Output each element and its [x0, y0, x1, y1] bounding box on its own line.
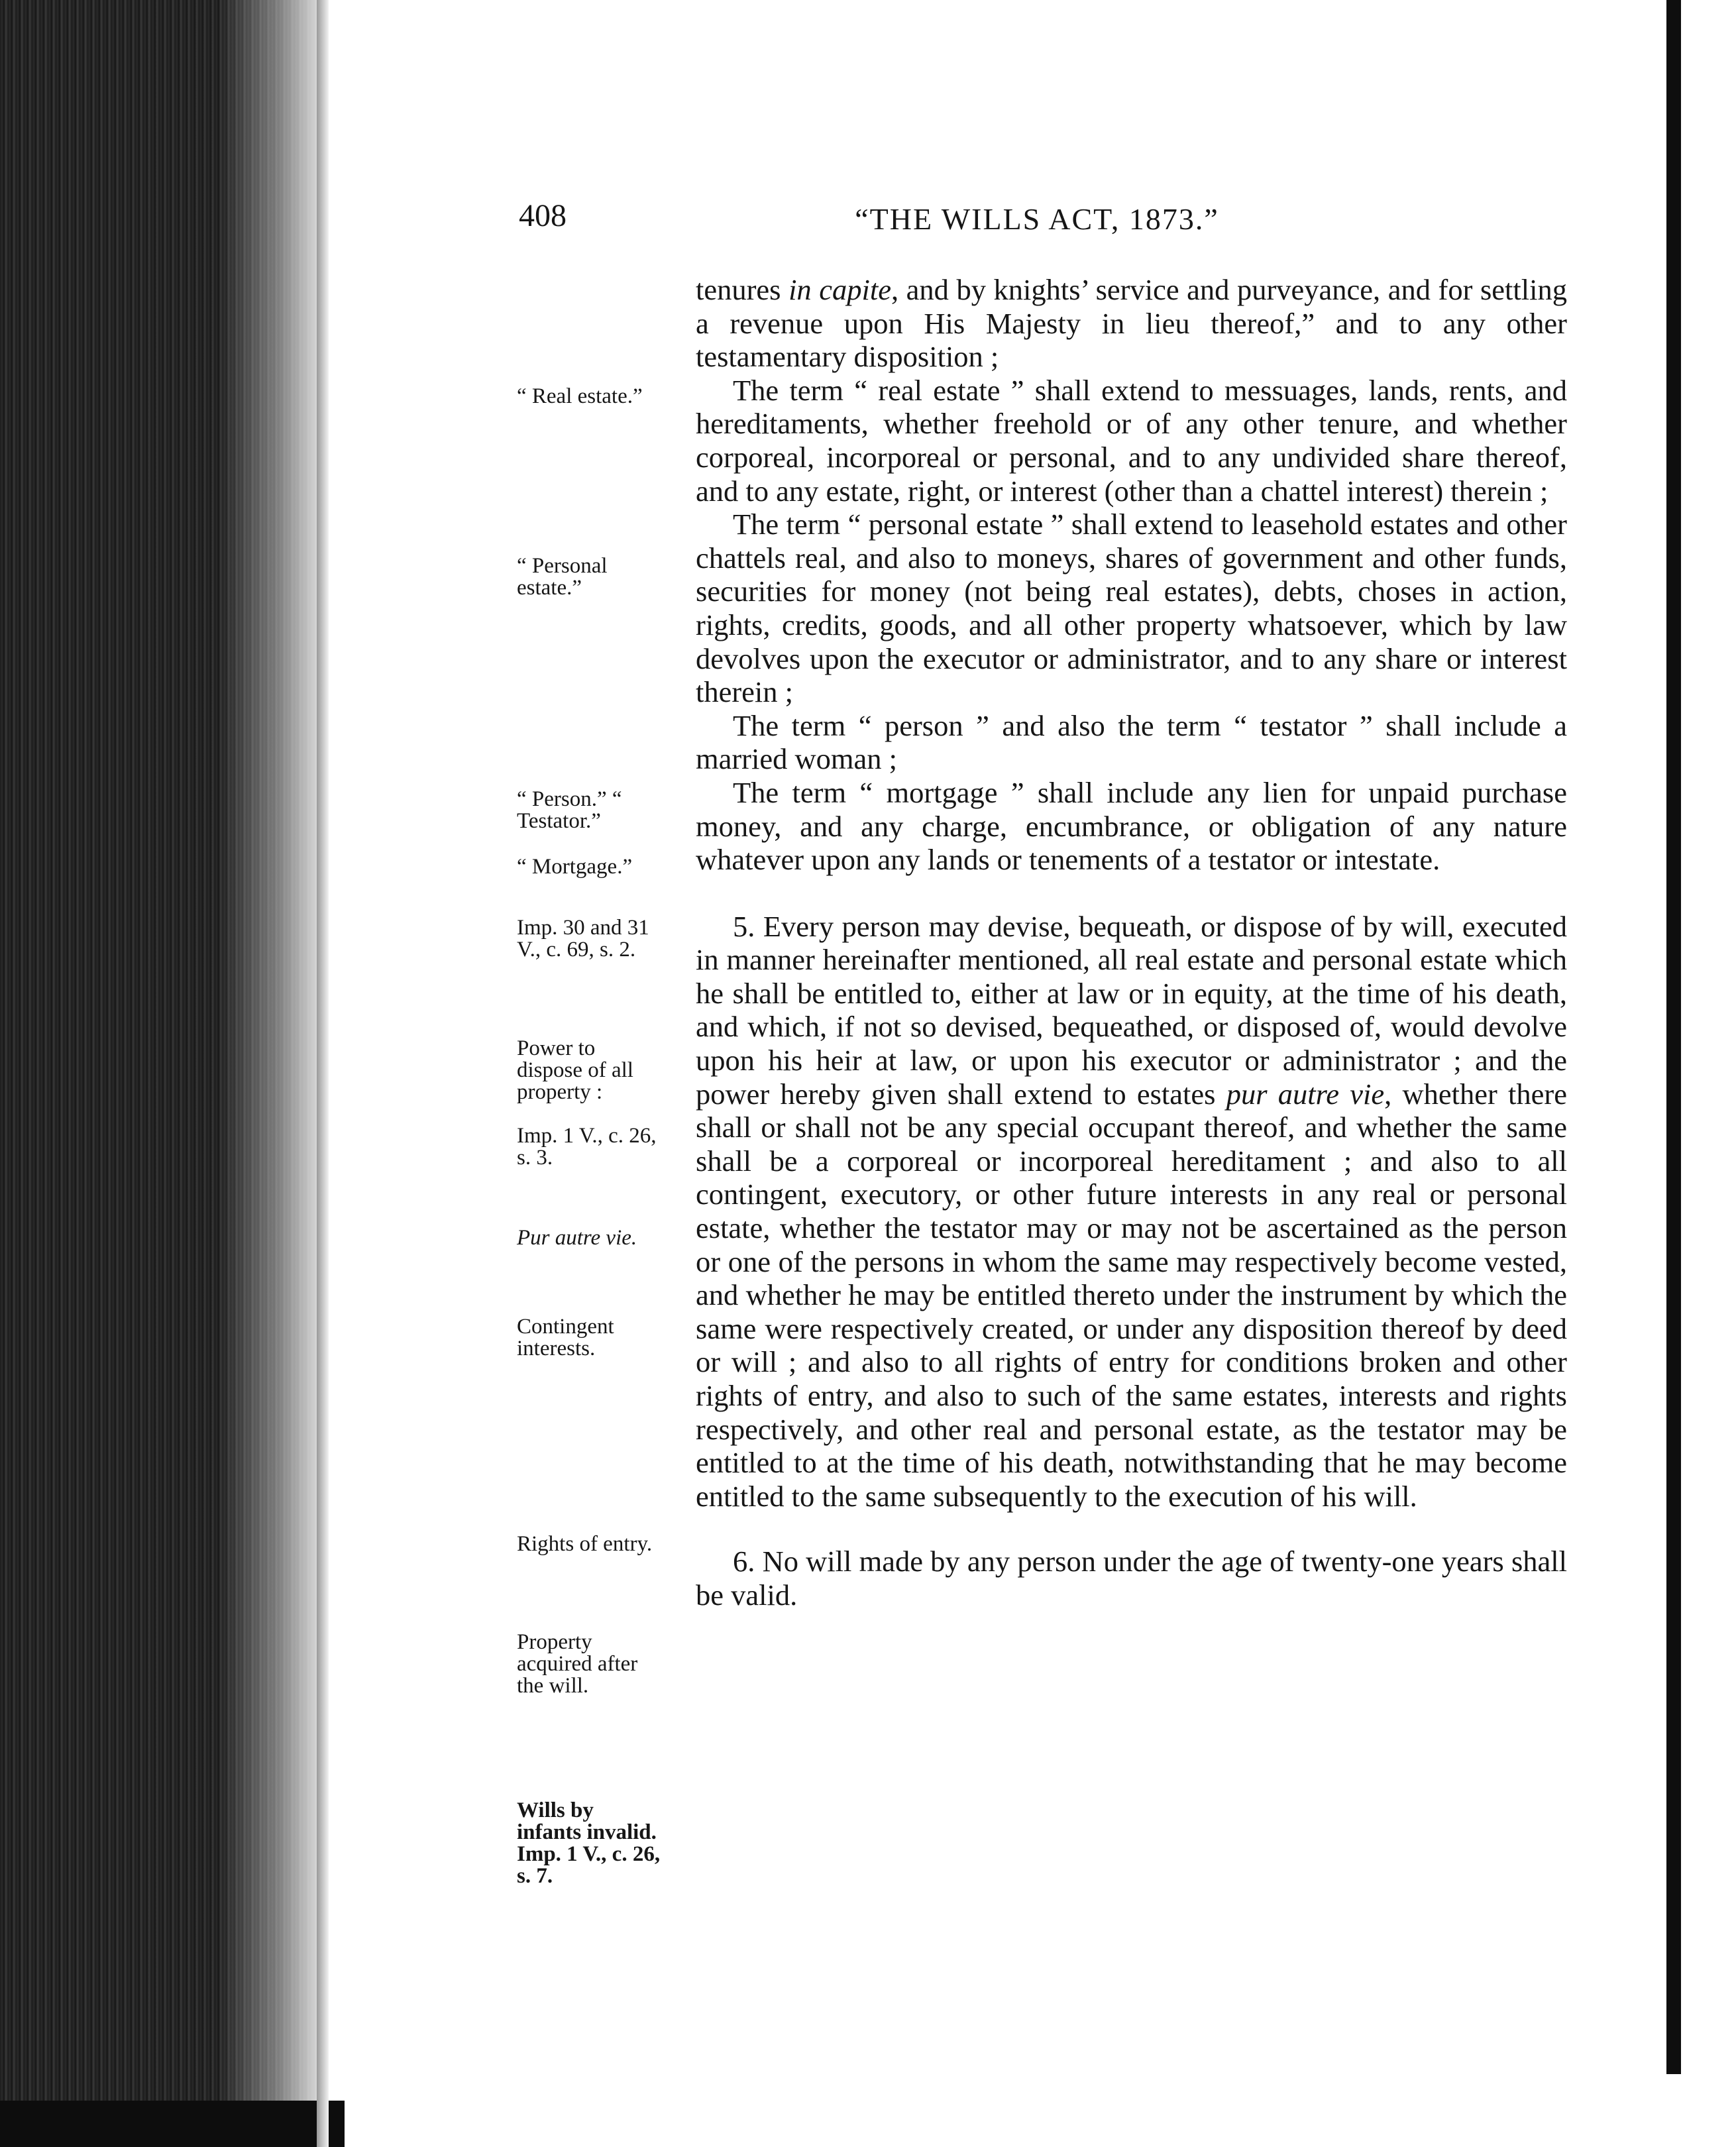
margin-note-personal-estate: “ Personal estate.”: [517, 554, 608, 600]
scan-outer-margin: [1681, 0, 1736, 2147]
italic-in-capite: in capite: [788, 273, 891, 306]
running-title: “THE WILLS ACT, 1873.”: [855, 202, 1219, 236]
paragraph-mortgage: The term “ mortgage ” shall include any lien for unpaid purchase money, and any charge, encumbrance, or obligation of any nature whatever upon any lands or tenements of a testator or intestate.: [696, 775, 1567, 877]
margin-note-imp-1v-s3: Imp. 1 V., c. 26, s. 3.: [517, 1124, 657, 1170]
text-run: , and by knights’ service and purveyance, and for settling a revenue upon His Majesty in lieu thereof,” and to any other testamentary disposition ;: [696, 273, 1567, 374]
margin-note-power-to-dispose: Power to dispose of all property :: [517, 1036, 633, 1104]
margin-note-imp-30-31: Imp. 30 and 31 V., c. 69, s. 2.: [517, 916, 649, 962]
paragraph-personal-estate: The term “ personal estate ” shall extend to leasehold estates and other chattels real, and also to moneys, shares of government and other funds, securities for money (not being real estates), debts, choses in action, rights, credits, goods, and all other property whatsoever, which by law devolves upon the executor or administrator, and to any share or interest therein ;: [696, 508, 1567, 709]
page-gutter: [317, 0, 329, 2147]
margin-note-wills-by-infants: Wills by infants invalid. Imp. 1 V., c. 26, s. 7.: [517, 1798, 661, 1888]
page-number: 408: [519, 198, 567, 233]
italic-pur-autre-vie: pur autre vie: [1226, 1077, 1385, 1111]
margin-note-mortgage: “ Mortgage.”: [517, 855, 633, 879]
section-5: [696, 910, 1567, 1514]
book-edge-shadow: [0, 2101, 345, 2147]
text-run: tenures: [696, 273, 789, 306]
section-6: 6. No will made by any person under the age of twenty-one years shall be valid.: [696, 1545, 1567, 1612]
body-text: [696, 273, 1567, 1612]
paragraph-tenures: [696, 273, 1567, 374]
margin-note-pur-autre-vie: Pur autre vie.: [517, 1226, 637, 1250]
margin-note-real-estate: “ Real estate.”: [517, 384, 643, 408]
book-edge-highlight: [219, 0, 325, 2147]
text-run: , whether there shall or shall not be any special occupant thereof, and whether the same shall be a corporeal or incorporeal hereditament ; and also to all contingent, executory, or other future interests in any real or personal estate, whether the testator may or may not be ascertained as the person or one of the persons in whom the same may respectively become vested, and whether he may be entitled thereto under the instrument by which the same were respectively created, or under any disposition thereof by deed or will ; and also to all rights of entry for conditions broken and other rights of entry, and also to such of the same estates, interests and rights respectively, and other real and personal estate, as the testator may be entitled to at the time of his death, notwithstanding that he may become entitled to the same subsequently to the execution of his will.: [696, 1077, 1567, 1513]
text-run: 5. Every person may devise, bequeath, or dispose of by will, executed in manner hereinafter mentioned, all real estate and personal estate which he shall be entitled to, either at law or in equity, at the time of his death, and which, if not so devised, bequeathed, or disposed of, would devolve upon his heir at law, or upon his executor or administrator ; and the power hereby given shall extend to estates: [696, 909, 1567, 1111]
scan-border-bar: [1666, 0, 1681, 2074]
margin-note-rights-of-entry: Rights of entry.: [517, 1532, 653, 1556]
paragraph-person: The term “ person ” and also the term “ testator ” shall include a married woman ;: [696, 708, 1567, 776]
paragraph-real-estate: The term “ real estate ” shall extend to messuages, lands, rents, and hereditaments, whether freehold or of any other tenure, and whether corporeal, incorporeal or personal, and to any undivided share thereof, and to any estate, right, or interest (other than a chattel interest) therein ;: [696, 373, 1567, 508]
margin-note-person-testator: “ Person.” “ Testator.”: [517, 787, 622, 833]
margin-note-property-acquired: Property acquired after the will.: [517, 1630, 638, 1698]
margin-note-contingent-interests: Contingent interests.: [517, 1315, 614, 1360]
